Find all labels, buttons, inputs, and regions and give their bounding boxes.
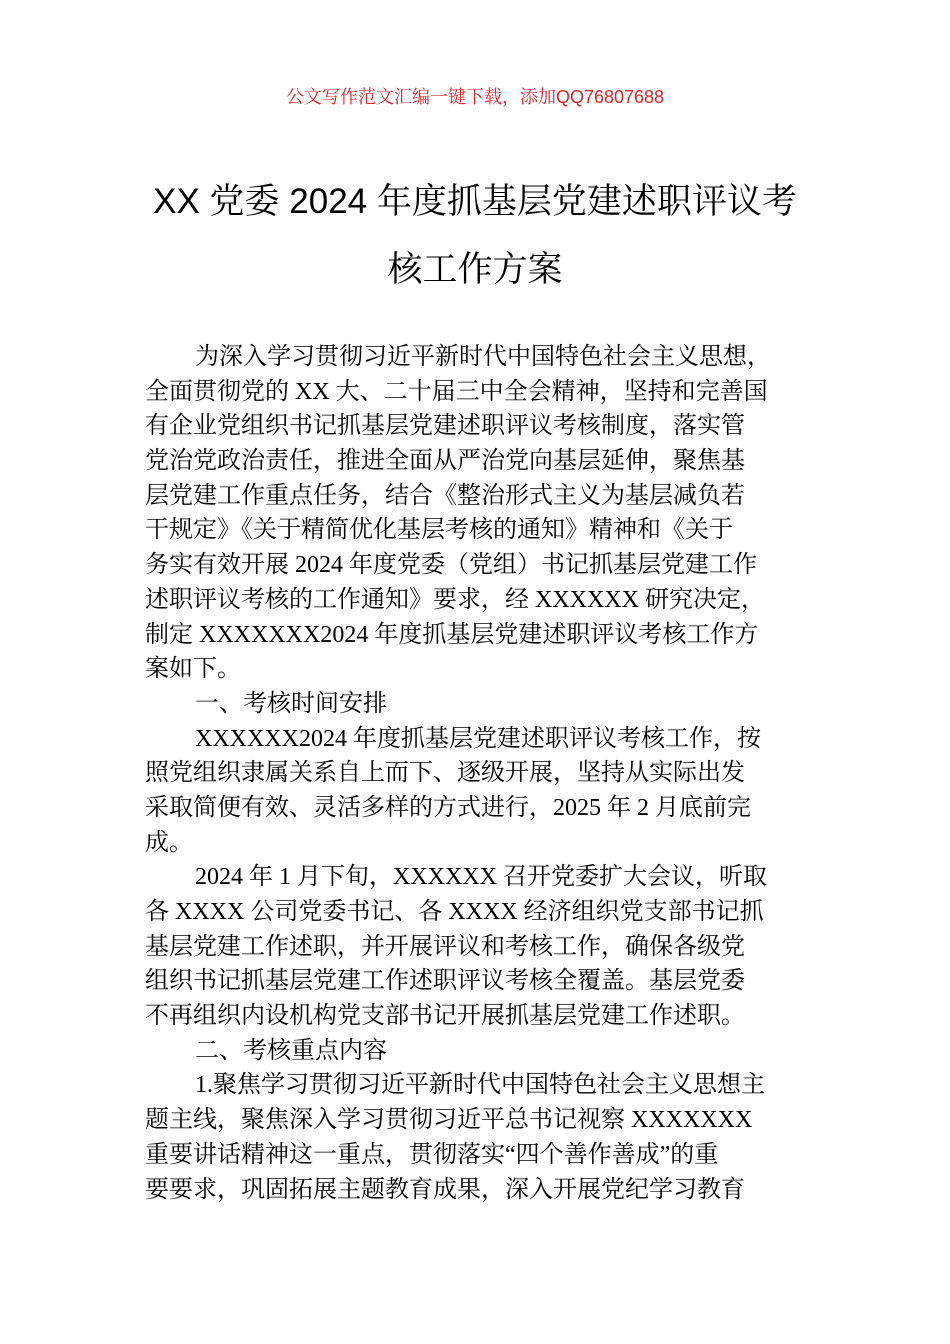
text-line: 基层党建工作述职，并开展评议和考核工作，确保各级党 [145,933,745,960]
text-line: 制定 XXXXXXX2024 年度抓基层党建述职评议考核工作方 [145,621,759,648]
text-line: 案如下。 [145,656,241,683]
text-line: 为深入学习贯彻习近平新时代中国特色社会主义思想， [195,344,771,370]
download-banner: 公文写作范文汇编一键下载，添加QQ76807688 [285,87,665,107]
document-title-line-1: XX 党委 2024 年度抓基层党建述职评议考 [153,182,797,221]
paragraph [145,860,815,1033]
text-line: 2024 年 1 月下旬，XXXXXX 召开党委扩大会议，听取 [195,864,767,891]
text-line: 一、考核时间安排 [195,690,387,717]
text-line: 1.聚焦学习贯彻习近平新时代中国特色社会主义思想主 [195,1072,765,1099]
document-title-line-2: 核工作方案 [387,250,563,289]
paragraph [145,340,815,687]
document-body [145,340,815,1207]
text-line: 述职评议考核的工作通知》要求，经 XXXXXX 研究决定， [145,586,765,613]
text-line: 要要求，巩固拓展主题教育成果，深入开展党纪学习教育 [145,1176,745,1203]
text-line: 二、考核重点内容 [195,1037,387,1064]
text-line: 干规定》《关于精简优化基层考核的通知》精神和《关于 [145,517,733,544]
text-line: 党治党政治责任，推进全面从严治党向基层延伸，聚焦基 [145,448,745,475]
text-line: 照党组织隶属关系自上而下、逐级开展，坚持从实际出发 [145,760,745,787]
text-line: 采取简便有效、灵活多样的方式进行，2025 年 2 月底前完 [145,794,751,821]
text-line: XXXXXX2024 年度抓基层党建述职评议考核工作，按 [195,725,761,752]
text-line: 题主线，聚焦深入学习贯彻习近平总书记视察 XXXXXXX [145,1107,753,1134]
text-line: 成。 [145,829,193,856]
text-line: 务实有效开展 2024 年度党委（党组）书记抓基层党建工作 [145,552,757,579]
paragraph [145,722,815,861]
text-line: 不再组织内设机构党支部书记开展抓基层党建工作述职。 [145,1003,745,1030]
text-line: 各 XXXX 公司党委书记、各 XXXX 经济组织党支部书记抓 [145,899,764,925]
text-line: 层党建工作重点任务，结合《整治形式主义为基层减负若 [145,482,745,509]
text-line: 重要讲话精神这一重点，贯彻落实“四个善作善成”的重 [145,1141,719,1168]
section-heading [145,1034,815,1069]
text-line: 全面贯彻党的 XX 大、二十届三中全会精神，坚持和完善国 [145,378,768,405]
paragraph [145,1068,815,1207]
section-heading [145,687,815,722]
text-line: 组织书记抓基层党建工作述职评议考核全覆盖。基层党委 [145,968,745,995]
text-line: 有企业党组织书记抓基层党建述职评议考核制度，落实管 [145,413,745,440]
